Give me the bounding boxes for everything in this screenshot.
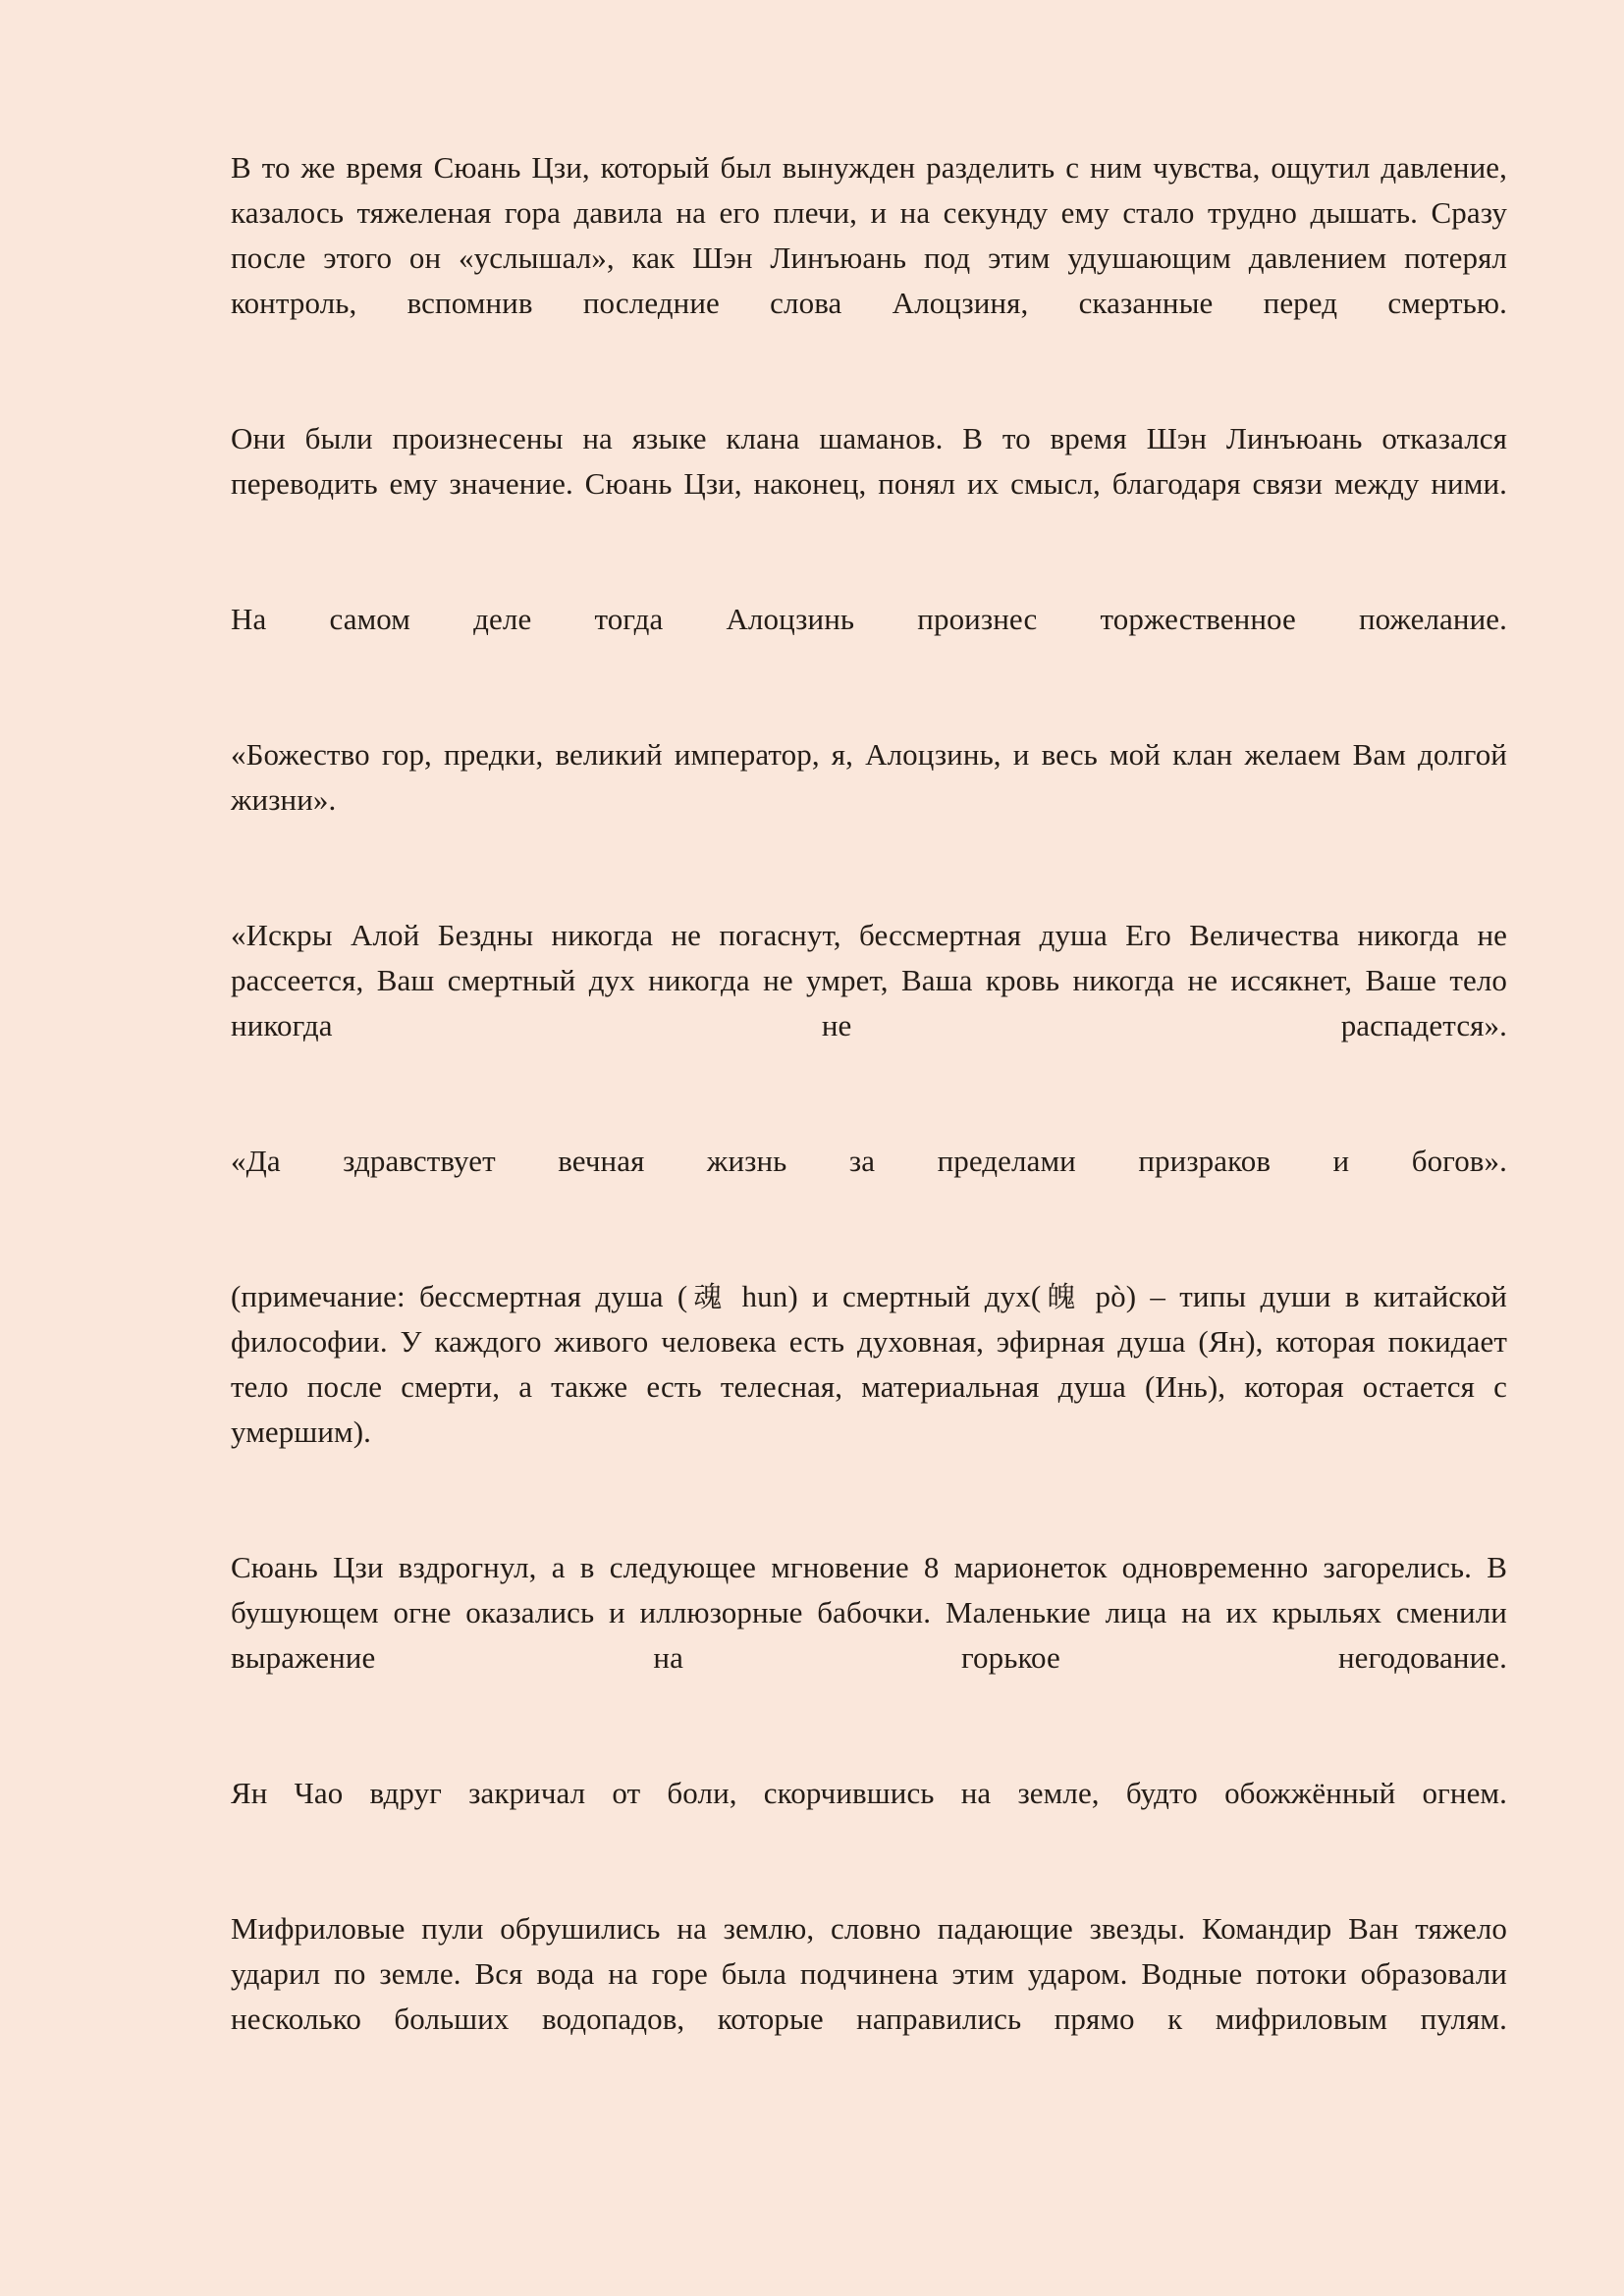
text-column — [231, 145, 1507, 2087]
paragraph-9: Ян Чао вдруг закричал от боли, скорчившись на земле, будто обожжённый огнем. — [231, 1776, 1507, 1810]
paragraph-10: Мифриловые пули обрушились на землю, словно падающие звезды. Командир Ван тяжело ударил по земле. Вся вода на горе была подчинена этим ударом. Водные потоки образовали несколько больших водопадов, которые направились прямо к мифриловым пулям. — [231, 1911, 1507, 2036]
paragraph-8: Сюань Цзи вздрогнул, а в следующее мгновение 8 марионеток одновременно загорелись. В бушующем огне оказались и иллюзорные бабочки. Маленькие лица на их крыльях сменили выражение на горькое негодование. — [231, 1550, 1507, 1675]
paragraph-5: «Искры Алой Бездны никогда не погаснут, бессмертная душа Его Величества никогда не рассеется, Ваш смертный дух никогда не умрет, Ваша кровь никогда не иссякнет, Ваше тело никогда не распадется». — [231, 918, 1507, 1042]
paragraph-1: В то же время Сюань Цзи, который был вынужден разделить с ним чувства, ощутил давление, казалось тяжеленая гора давила на его плечи, и на секунду ему стало трудно дышать. Сразу после этого он «услышал», как Шэн Линъюань под этим удушающим давлением потерял контроль, вспомнив последние слова Алоцзиня, сказанные перед смертью. — [231, 150, 1507, 320]
paragraph-4: «Божество гор, предки, великий император, я, Алоцзинь, и весь мой клан желаем Вам долгой жизни». — [231, 737, 1507, 817]
cjk-glyph: 魄 — [1041, 1280, 1082, 1313]
paragraph-6: «Да здравствует вечная жизнь за пределами призраков и богов». — [231, 1144, 1507, 1178]
paragraph-7-note: (примечание: бессмертная душа (魂 hun) и смертный дух(魄 pò) – типы души в китайской философии. У каждого живого человека есть духовная, эфирная душа (Ян), которая покидает тело после смерти, а также есть телесная, материальная душа (Инь), которая остается с умершим). — [231, 1279, 1507, 1449]
cjk-glyph: 魂 — [687, 1280, 729, 1313]
paragraph-3: На самом деле тогда Алоцзинь произнес торжественное пожелание. — [231, 602, 1507, 636]
paragraph-2: Они были произнесены на языке клана шаманов. В то время Шэн Линъюань отказался переводить ему значение. Сюань Цзи, наконец, понял их смысл, благодаря связи между ними. — [231, 421, 1507, 501]
